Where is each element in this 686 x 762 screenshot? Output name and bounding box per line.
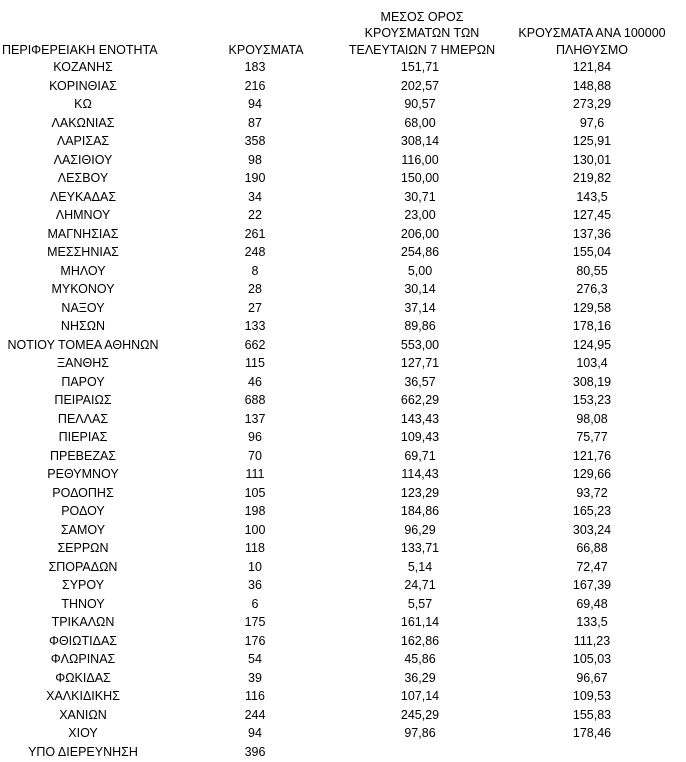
seven-day-average-cell: 662,29 — [400, 393, 440, 407]
cases-per-100000-cell: 103,4 — [576, 356, 608, 370]
cases-cell: 94 — [248, 726, 262, 740]
region-cell: ΣΑΜΟΥ — [60, 522, 106, 537]
table-row — [0, 262, 680, 281]
seven-day-average-cell: 23,00 — [404, 208, 436, 222]
seven-day-average-cell: 553,00 — [400, 337, 440, 352]
table-row — [0, 539, 680, 558]
table-row — [0, 151, 680, 170]
cases-per-100000-cell: 97,6 — [579, 115, 605, 130]
cases-per-100000-cell: 124,95 — [572, 337, 612, 352]
seven-day-average-cell: 5,14 — [407, 559, 433, 574]
cases-per-100000-cell: 127,45 — [572, 208, 612, 222]
header-avg-line-1: ΜΕΣΟΣ ΟΡΟΣ — [380, 9, 464, 24]
region-cell: ΜΗΛΟΥ — [60, 263, 106, 278]
seven-day-average-cell: 109,43 — [400, 430, 440, 444]
cases-cell: 96 — [248, 430, 262, 444]
cases-cell: 28 — [248, 282, 262, 296]
cases-per-100000-cell: 276,3 — [576, 282, 608, 296]
cases-per-100000-cell: 121,76 — [572, 448, 612, 463]
region-cell: ΚΟΖΑΝΗΣ — [53, 60, 113, 74]
table-row — [0, 391, 680, 410]
header-region — [0, 0, 166, 58]
header-row — [0, 0, 680, 58]
region-cell: ΡΕΘΥΜΝΟΥ — [47, 467, 119, 481]
table-row — [0, 706, 680, 725]
seven-day-average-cell: 123,29 — [400, 485, 440, 500]
seven-day-average-cell: 36,57 — [404, 374, 436, 389]
cases-cell: 39 — [248, 670, 262, 685]
cases-cell: 115 — [245, 356, 265, 370]
seven-day-average-cell: 184,86 — [400, 504, 440, 518]
seven-day-average-cell: 150,00 — [400, 171, 440, 185]
header-cases-label: ΚΡΟΥΣΜΑΤΑ — [228, 42, 304, 57]
seven-day-average-cell: 30,14 — [404, 282, 436, 296]
cases-per-100000-cell: 219,82 — [572, 171, 612, 185]
seven-day-average-cell: 69,71 — [404, 448, 436, 463]
region-cell: ΦΩΚΙΔΑΣ — [55, 670, 111, 685]
region-cell: ΛΑΣΙΘΙΟΥ — [53, 152, 113, 167]
table-row — [0, 77, 680, 96]
region-cell: ΚΩ — [74, 97, 92, 111]
table-row — [0, 687, 680, 706]
cases-cell: 118 — [245, 541, 265, 555]
cases-cell: 261 — [244, 226, 266, 241]
region-cell: ΠΕΙΡΑΙΩΣ — [54, 393, 112, 407]
cases-per-100000-cell: 125,91 — [572, 134, 612, 148]
seven-day-average-cell: 5,00 — [407, 263, 433, 278]
cases-per-100000-cell: 148,88 — [572, 78, 612, 93]
header-cases — [166, 0, 336, 58]
region-cell: ΜΕΣΣΗΝΙΑΣ — [47, 245, 119, 259]
region-cell: ΝΑΞΟΥ — [61, 300, 105, 315]
table-row — [0, 188, 680, 207]
table-row — [0, 669, 680, 688]
cases-cell: 111 — [245, 467, 265, 481]
region-cell: ΛΕΣΒΟΥ — [57, 171, 109, 185]
region-cell: ΦΘΙΩΤΙΔΑΣ — [48, 633, 118, 648]
cases-cell: 87 — [248, 115, 262, 130]
table-row — [0, 132, 680, 151]
cases-per-100000-cell: 155,83 — [572, 707, 612, 722]
cases-cell: 46 — [248, 374, 262, 389]
region-cell: ΤΡΙΚΑΛΩΝ — [51, 615, 115, 629]
cases-cell: 36 — [248, 578, 262, 592]
seven-day-average-cell: 68,00 — [404, 115, 436, 130]
region-cell: ΡΟΔΟΠΗΣ — [52, 485, 114, 500]
cases-per-100000-cell: 303,24 — [572, 522, 612, 537]
table-row — [0, 447, 680, 466]
cases-per-100000-cell: 105,03 — [572, 652, 612, 666]
region-cell: ΣΥΡΟΥ — [61, 578, 105, 592]
table-row — [0, 114, 680, 133]
header-seven-day-average — [336, 0, 504, 58]
seven-day-average-cell: 202,57 — [400, 78, 440, 93]
table-row — [0, 206, 680, 225]
cases-per-100000-cell: 111,23 — [573, 633, 611, 648]
cases-per-100000-cell: 137,36 — [572, 226, 612, 241]
table-row — [0, 243, 680, 262]
cases-per-100000-cell: 66,88 — [576, 541, 608, 555]
seven-day-average-cell: 37,14 — [404, 300, 436, 315]
seven-day-average-cell: 116,00 — [401, 152, 439, 167]
cases-per-100000-cell: 133,5 — [576, 615, 608, 629]
seven-day-average-cell: 151,71 — [400, 60, 440, 74]
cases-per-100000-cell: 72,47 — [576, 559, 608, 574]
cases-cell: 358 — [244, 134, 266, 148]
seven-day-average-cell: 308,14 — [400, 134, 440, 148]
table-row — [0, 225, 680, 244]
region-cell: ΠΑΡΟΥ — [61, 374, 105, 389]
region-cell: ΧΑΛΚΙΔΙΚΗΣ — [46, 689, 120, 703]
table-row — [0, 595, 680, 614]
cases-cell: 98 — [248, 152, 262, 167]
table-row — [0, 410, 680, 429]
table-row — [0, 724, 680, 743]
table-row — [0, 484, 680, 503]
cases-cell: 198 — [244, 504, 266, 518]
seven-day-average-cell: 143,43 — [400, 411, 440, 426]
cases-per-100000-cell: 273,29 — [572, 97, 612, 111]
region-cell: ΝΗΣΩΝ — [60, 319, 106, 333]
cases-per-100000-cell: 165,23 — [572, 504, 612, 518]
cases-cell: 183 — [244, 60, 266, 74]
region-cell: ΣΕΡΡΩΝ — [57, 541, 109, 555]
cases-cell: 100 — [244, 522, 266, 537]
cases-cell: 8 — [251, 263, 259, 278]
cases-cell: 6 — [251, 596, 259, 611]
region-cell: ΜΑΓΝΗΣΙΑΣ — [47, 226, 119, 241]
table-row — [0, 428, 680, 447]
table-row — [0, 354, 680, 373]
table-row — [0, 576, 680, 595]
table-row — [0, 465, 680, 484]
header-cases-per-100000 — [504, 0, 680, 58]
seven-day-average-cell: 161,14 — [400, 615, 440, 629]
cases-cell: 137 — [244, 411, 266, 426]
seven-day-average-cell: 30,71 — [404, 189, 436, 204]
cases-cell: 27 — [248, 300, 262, 315]
table-row — [0, 650, 680, 669]
cases-per-100000-cell: 80,55 — [576, 263, 608, 278]
region-cell: ΠΡΕΒΕΖΑΣ — [49, 448, 117, 463]
table-row — [0, 336, 680, 355]
region-cell: ΠΕΛΛΑΣ — [57, 411, 109, 426]
cases-per-100000-cell: 93,72 — [576, 485, 608, 500]
seven-day-average-cell: 254,86 — [400, 245, 440, 259]
seven-day-average-cell: 45,86 — [404, 652, 436, 666]
cases-per-100000-cell: 96,67 — [576, 670, 608, 685]
table-row — [0, 317, 680, 336]
cases-cell: 34 — [248, 189, 262, 204]
cases-cell: 10 — [248, 559, 262, 574]
table-row — [0, 632, 680, 651]
cases-per-100000-cell: 121,84 — [572, 60, 612, 74]
table-row — [0, 58, 680, 77]
cases-per-100000-cell: 69,48 — [576, 596, 608, 611]
seven-day-average-cell: 133,71 — [400, 541, 440, 555]
seven-day-average-cell: 96,29 — [404, 522, 436, 537]
seven-day-average-cell: 206,00 — [400, 226, 440, 241]
cases-per-100000-cell: 130,01 — [572, 152, 612, 167]
cases-cell: 133 — [244, 319, 266, 333]
cases-per-100000-cell: 75,77 — [576, 430, 608, 444]
seven-day-average-cell: 162,86 — [400, 633, 440, 648]
cases-cell: 216 — [244, 78, 266, 93]
seven-day-average-cell: 107,14 — [400, 689, 440, 703]
seven-day-average-cell: 114,43 — [401, 467, 439, 481]
header-per-line-1: ΚΡΟΥΣΜΑΤΑ ΑΝΑ 100000 — [518, 26, 666, 40]
table-row — [0, 502, 680, 521]
cases-cell: 22 — [248, 208, 262, 222]
cases-cell: 190 — [244, 171, 266, 185]
cases-cell: 105 — [244, 485, 266, 500]
seven-day-average-cell — [336, 743, 504, 762]
cases-per-100000-cell: 178,16 — [572, 319, 612, 333]
cases-per-100000-cell: 143,5 — [576, 189, 608, 204]
cases-cell: 396 — [244, 744, 266, 759]
cases-cell: 70 — [248, 448, 262, 463]
region-cell: ΧΑΝΙΩΝ — [59, 707, 107, 722]
table-row — [0, 280, 680, 299]
seven-day-average-cell: 5,57 — [407, 596, 433, 611]
seven-day-average-cell: 90,57 — [404, 97, 436, 111]
table-row — [0, 613, 680, 632]
seven-day-average-cell: 245,29 — [400, 707, 440, 722]
cases-per-100000-cell — [504, 743, 680, 762]
cases-per-100000-cell: 129,66 — [572, 467, 612, 481]
region-cell: ΧΙΟΥ — [68, 726, 98, 740]
region-cell: ΜΥΚΟΝΟΥ — [51, 282, 115, 296]
cases-per-100000-cell: 109,53 — [572, 689, 612, 703]
header-per-line-2: ΠΛΗΘΥΣΜΟ — [556, 42, 628, 57]
table-body — [0, 58, 680, 761]
cases-per-100000-cell: 167,39 — [572, 578, 612, 592]
region-cell: ΝΟΤΙΟΥ ΤΟΜΕΑ ΑΘΗΝΩΝ — [7, 337, 159, 352]
cases-per-100000-cell: 129,58 — [572, 300, 612, 315]
cases-cell: 176 — [244, 633, 266, 648]
cases-cell: 248 — [244, 245, 266, 259]
table-row — [0, 373, 680, 392]
region-cell: ΚΟΡΙΝΘΙΑΣ — [49, 78, 117, 93]
cases-per-100000-cell: 178,46 — [572, 726, 612, 740]
seven-day-average-cell: 24,71 — [404, 578, 436, 592]
cases-per-100000-cell: 308,19 — [572, 374, 612, 389]
table-row — [0, 558, 680, 577]
cases-per-100000-cell: 153,23 — [572, 393, 612, 407]
region-cell: ΞΑΝΘΗΣ — [57, 356, 109, 370]
table-row — [0, 521, 680, 540]
cases-per-100000-cell: 98,08 — [576, 411, 608, 426]
header-avg-line-2: ΚΡΟΥΣΜΑΤΩΝ ΤΩΝ — [364, 26, 480, 40]
header-avg-line-3: ΤΕΛΕΥΤΑΙΩΝ 7 ΗΜΕΡΩΝ — [348, 42, 496, 57]
cases-cell: 175 — [244, 615, 266, 629]
region-cell: ΡΟΔΟΥ — [61, 504, 105, 518]
cases-cell: 688 — [244, 393, 266, 407]
region-cell: ΦΛΩΡΙΝΑΣ — [50, 652, 116, 666]
table-row — [0, 743, 680, 762]
region-cell: ΠΙΕΡΙΑΣ — [58, 430, 108, 444]
header-region-label: ΠΕΡΙΦΕΡΕΙΑΚΗ ΕΝΟΤΗΤΑ — [2, 42, 158, 57]
table-header — [0, 0, 680, 58]
cases-cell: 244 — [244, 707, 266, 722]
region-cell: ΤΗΝΟΥ — [61, 596, 105, 611]
seven-day-average-cell: 127,71 — [400, 356, 440, 370]
cases-per-100000-cell: 155,04 — [572, 245, 612, 259]
region-cell: ΛΗΜΝΟΥ — [55, 208, 111, 222]
region-cell: ΣΠΟΡΑΔΩΝ — [48, 559, 118, 574]
table-row — [0, 169, 680, 188]
seven-day-average-cell: 97,86 — [404, 726, 436, 740]
cases-cell: 662 — [244, 337, 266, 352]
region-cell: ΥΠΟ ΔΙΕΡΕΥΝΗΣΗ — [28, 744, 138, 759]
table-row — [0, 299, 680, 318]
seven-day-average-cell: 36,29 — [404, 670, 436, 685]
cases-cell: 94 — [248, 97, 262, 111]
table-row — [0, 95, 680, 114]
seven-day-average-cell: 89,86 — [404, 319, 436, 333]
cases-cell: 54 — [248, 652, 262, 666]
region-cell: ΛΑΚΩΝΙΑΣ — [51, 115, 115, 130]
cases-cell: 116 — [245, 689, 265, 703]
region-cell: ΛΕΥΚΑΔΑΣ — [49, 189, 117, 204]
region-cell: ΛΑΡΙΣΑΣ — [56, 134, 110, 148]
